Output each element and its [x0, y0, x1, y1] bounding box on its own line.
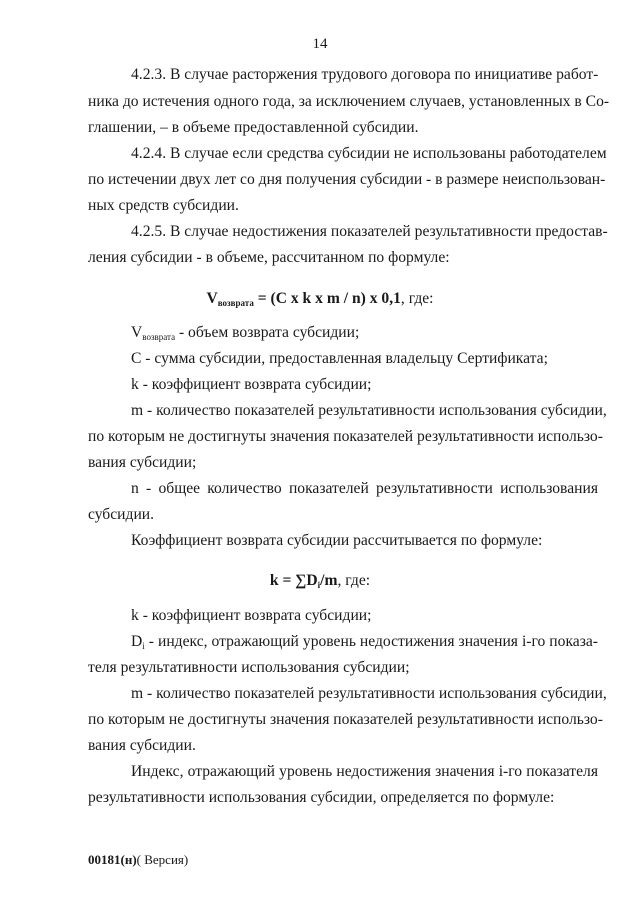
- coefficient-intro: Коэффициент возврата субсидии рассчитывается по формуле:: [131, 532, 543, 549]
- formula-v-body: = (C x k x m / n) x 0,1: [253, 290, 401, 307]
- formula-k-tail: , где:: [337, 572, 371, 589]
- formula-k-body: k = ∑D: [269, 572, 318, 589]
- definition-k: k - коэффициент возврата субсидии;: [131, 376, 372, 393]
- clause-4-2-5-line-1: 4.2.5. В случае недостижения показателей результативности предостав-: [131, 223, 608, 240]
- definition2-k: k - коэффициент возврата субсидии;: [131, 607, 372, 624]
- formula-v-symbol: V: [206, 290, 218, 307]
- page-number: 14: [312, 36, 328, 52]
- clause-4-2-3-line-2: ника до истечения одного года, за исключением случаев, установленных в Со-: [88, 93, 610, 110]
- definition-v-subscript: возврата: [142, 332, 176, 342]
- formula-k-subscript: i: [317, 580, 321, 590]
- definition2-m-line-2: по которым не достигнуты значения показателей результативности использо-: [88, 711, 603, 728]
- formula-return-volume: [0, 289, 640, 313]
- definition-m-line-1: m - количество показателей результативности использования субсидии,: [131, 402, 607, 419]
- definition2-d-subscript: i: [142, 641, 145, 651]
- clause-4-2-3-line-3: глашении, – в объеме предоставленной субсидии.: [88, 119, 419, 136]
- definition-v-text: - объем возврата субсидии;: [175, 324, 360, 341]
- definition-n-line-1: n - общее количество показателей результативности использования: [131, 480, 598, 497]
- definition2-m-line-3: вания субсидии.: [88, 737, 196, 754]
- definition2-m-line-1: m - количество показателей результативности использования субсидии,: [131, 685, 607, 702]
- definition2-d-symbol: D: [131, 633, 143, 650]
- definition-m-line-2: по которым не достигнуты значения показателей результативности использо-: [88, 428, 603, 445]
- footer-code: 00181(н): [88, 852, 137, 867]
- clause-4-2-5-line-2: ления субсидии - в объеме, рассчитанном по формуле:: [88, 249, 450, 266]
- clause-4-2-4-line-1: 4.2.4. В случае если средства субсидии не использованы работодателем: [131, 145, 607, 162]
- formula-v-tail: , где:: [400, 290, 434, 307]
- clause-4-2-3-line-1: 4.2.3. В случае расторжения трудового договора по инициативе работ-: [131, 66, 599, 83]
- clause-4-2-4-line-2: по истечении двух лет со дня получения субсидии - в размере неиспользован-: [88, 171, 606, 188]
- formula-coefficient: [0, 571, 640, 595]
- definition-c: C - сумма субсидии, предоставленная владельцу Сертификата;: [131, 350, 548, 367]
- definition-v-symbol: V: [131, 324, 143, 341]
- clause-4-2-4-line-3: ных средств субсидии.: [88, 197, 239, 214]
- definition-m-line-3: вания субсидии;: [88, 454, 197, 471]
- definition2-d-line-1: [131, 632, 598, 656]
- definition-n-line-2: субсидии.: [88, 506, 155, 523]
- definition2-d-text: - индекс, отражающий уровень недостижения значения i-го показа-: [144, 633, 598, 650]
- definition-v: [131, 323, 598, 347]
- index-intro-line-1: Индекс, отражающий уровень недостижения значения i-го показателя: [131, 763, 598, 780]
- formula-k-rest: /m: [320, 572, 338, 589]
- formula-v-subscript: возврата: [217, 298, 254, 308]
- footer-suffix: ( Версия): [136, 852, 189, 867]
- footer-version: [88, 852, 188, 868]
- index-intro-line-2: результативности использования субсидии, определяется по формуле:: [88, 789, 555, 806]
- definition2-d-line-2: теля результативности использования субсидии;: [88, 659, 410, 676]
